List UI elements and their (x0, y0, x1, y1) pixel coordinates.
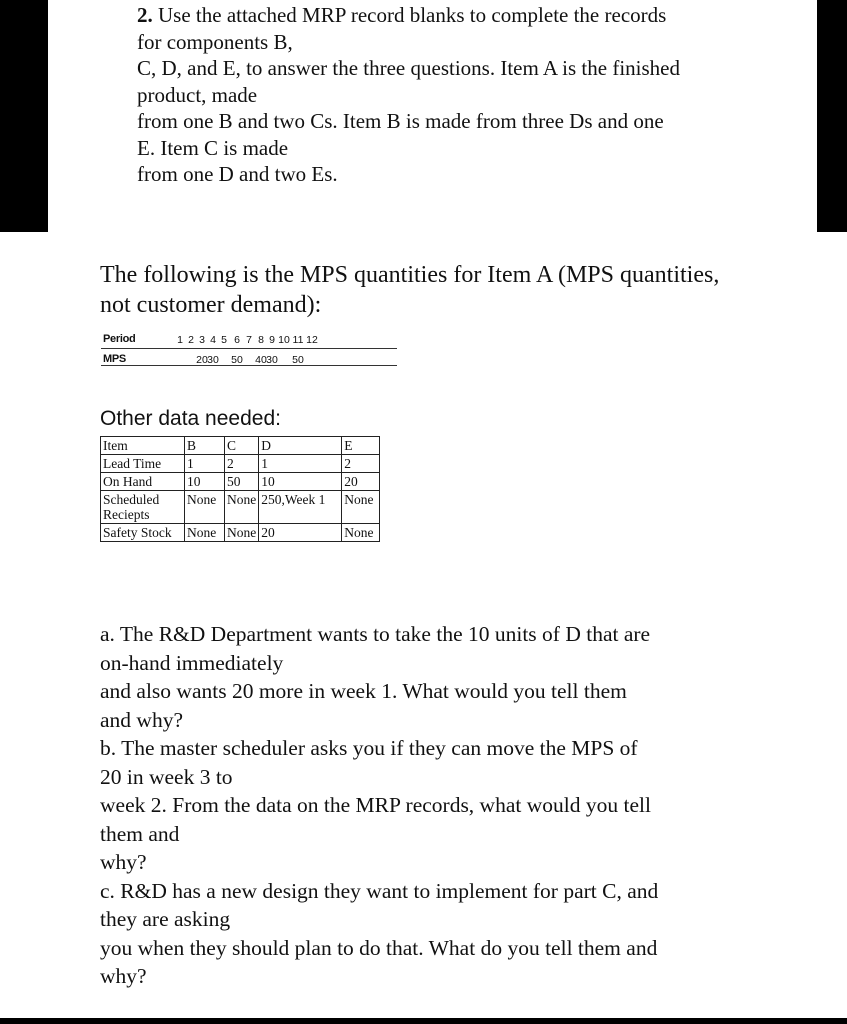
question-line-1: 2. Use the attached MRP record blanks to complete the records (137, 3, 667, 27)
mps-period-12: 12 (306, 334, 318, 346)
answer-line: you when they should plan to do that. What do you tell them and (100, 935, 658, 960)
mps-intro (100, 260, 800, 320)
left-black-bar (0, 0, 48, 232)
table-cell: 50 (225, 473, 259, 491)
table-row (101, 437, 380, 455)
mps-period-8: 8 (258, 334, 264, 346)
answer-line: a. The R&D Department wants to take the 10 units of D that are (100, 622, 651, 646)
question-line-3: C, D, and E, to answer the three questions. Item A is the finished (137, 56, 680, 80)
other-data-title: Other data needed: (100, 407, 281, 430)
mps-period-1: 1 (177, 334, 183, 346)
table-cell: E (342, 437, 380, 455)
table-cell: B (185, 437, 225, 455)
mps-rule (101, 348, 397, 349)
question-text (137, 2, 757, 188)
mps-intro-line-2: not customer demand): (100, 292, 322, 318)
mps-period-3: 3 (199, 334, 205, 346)
mps-label: MPS (103, 353, 126, 365)
row-label: Lead Time (101, 455, 185, 473)
table-cell: 250,Week 1 (259, 491, 342, 524)
mps-qty-period-4: 30 (207, 354, 219, 366)
table-row (101, 524, 380, 542)
table-row (101, 491, 380, 524)
mps-rule (101, 365, 397, 366)
answer-line: c. R&D has a new design they want to implement for part C, and (100, 878, 659, 903)
mps-period-4: 4 (210, 334, 216, 346)
sub-questions (100, 620, 800, 991)
mps-qty-period-11: 50 (292, 354, 304, 366)
answer-line: why? (100, 850, 147, 874)
table-row (101, 455, 380, 473)
mps-qty-period-9: 30 (266, 354, 278, 366)
mps-period-label: Period (103, 333, 136, 345)
table-row (101, 473, 380, 491)
mps-qty-period-6: 50 (231, 354, 243, 366)
table-cell: 1 (259, 455, 342, 473)
answer-line: why? (100, 964, 147, 988)
right-black-bar (817, 0, 847, 232)
table-cell: D (259, 437, 342, 455)
table-cell: None (185, 491, 225, 524)
question-number: 2. (137, 3, 153, 27)
table-cell: 2 (225, 455, 259, 473)
table-cell: None (225, 524, 259, 542)
answer-line: they are asking (100, 907, 231, 931)
mps-period-6: 6 (234, 334, 240, 346)
answer-line: 20 in week 3 to (100, 764, 233, 789)
table-cell: None (185, 524, 225, 542)
answer-line: week 2. From the data on the MRP records, what would you tell (100, 793, 651, 817)
table-cell: 20 (342, 473, 380, 491)
mps-table (101, 330, 401, 370)
answer-line: them and (100, 821, 180, 846)
mps-intro-line-1: The following is the MPS quantities for Item A (MPS quantities, (100, 262, 720, 288)
table-cell: 2 (342, 455, 380, 473)
question-line-4: product, made (137, 82, 258, 107)
table-cell: 10 (259, 473, 342, 491)
question-line-7: from one D and two Es. (137, 162, 338, 186)
mps-period-9: 9 (269, 334, 275, 346)
mps-period-11: 11 (292, 334, 304, 346)
answer-line: and why? (100, 707, 183, 732)
table-cell: 1 (185, 455, 225, 473)
answer-line: and also wants 20 more in week 1. What would you tell them (100, 679, 627, 703)
question-line-5: from one B and two Cs. Item B is made from three Ds and one (137, 109, 664, 133)
question-line-2: for components B, (137, 29, 293, 54)
table-cell: 20 (259, 524, 342, 542)
row-label: Scheduled Reciepts (101, 491, 185, 524)
mps-qty-period-3: 20 (196, 354, 208, 366)
bottom-black-bar (0, 1018, 847, 1024)
row-label: On Hand (101, 473, 185, 491)
row-label: Safety Stock (101, 524, 185, 542)
mps-period-5: 5 (221, 334, 227, 346)
mps-qty-period-8: 40 (255, 354, 267, 366)
table-cell: None (342, 491, 380, 524)
question-line-6: E. Item C is made (137, 135, 289, 160)
table-cell: C (225, 437, 259, 455)
answer-line: on-hand immediately (100, 650, 284, 675)
row-label: Item (101, 437, 185, 455)
mps-period-10: 10 (278, 334, 290, 346)
mps-period-7: 7 (246, 334, 252, 346)
table-cell: None (225, 491, 259, 524)
mps-period-2: 2 (188, 334, 194, 346)
table-cell: 10 (185, 473, 225, 491)
answer-line: b. The master scheduler asks you if they can move the MPS of (100, 736, 638, 760)
table-cell: None (342, 524, 380, 542)
other-data-table (100, 436, 380, 542)
